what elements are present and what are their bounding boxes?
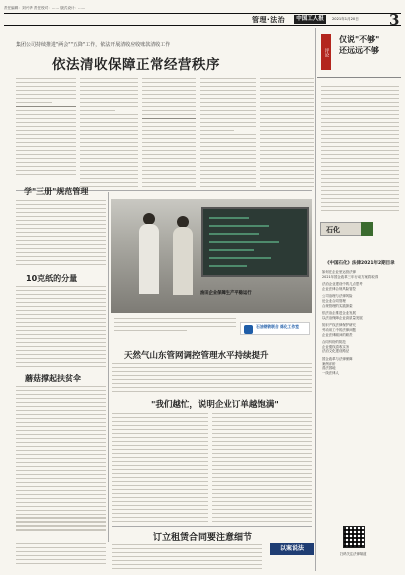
issue-date: 2021年1月20日 <box>332 17 359 21</box>
legal-list-heading: 《中国石化》法律2021年2期目录 <box>325 261 395 266</box>
opinion-title <box>339 34 379 56</box>
middle-story-2-body-right <box>212 413 312 525</box>
logo-mark-icon <box>244 325 253 334</box>
list-item: 国企改革与法律保障 <box>322 356 353 361</box>
list-item: 法治企业建设中的几点思考 <box>322 282 363 287</box>
control-screen <box>201 207 309 277</box>
opinion-title-line-2: 还远远不够 <box>339 45 379 55</box>
list-item: 知识产权法律保护研究 <box>322 323 356 328</box>
left-story-3-headline: 蘑菇撑起扶贫伞 <box>25 374 81 383</box>
opinion-tag: 评论 <box>321 34 331 70</box>
divider <box>112 526 312 527</box>
list-item: 合规管理的实践探索 <box>322 303 353 308</box>
list-item: 如何在企业里运营法律 <box>322 270 356 274</box>
lead-kicker: 集团公司持续推进"两会""五降"工作，依法开展清收应收账款清收工作 <box>16 42 171 48</box>
section-title: 管理·法治 <box>252 16 286 24</box>
list-item: 2021年国企改革三年行动方案将取得 <box>322 274 379 279</box>
section-header <box>4 11 401 29</box>
middle-story-3-headline: 订立租赁合同要注意细节 <box>153 533 253 543</box>
middle-story-1-headline: 天然气山东管网调控管理水平持续提升 <box>124 351 269 361</box>
list-item: 公司治理与法律风险 <box>322 294 353 299</box>
column-rule <box>108 192 109 542</box>
stone-banner-title: 石化 <box>326 226 340 234</box>
page-number: 3 <box>389 11 400 29</box>
list-item: 论企业合同管理 <box>322 298 346 303</box>
column-rule <box>315 28 316 571</box>
left-story-2-headline: 10克纸的分量 <box>26 274 78 283</box>
qr-label: 扫码关注法律频道 <box>340 552 367 556</box>
list-item: 法治文化建设路径 <box>322 349 350 354</box>
list-item: 普法园地 <box>322 366 336 371</box>
legal-list <box>322 270 398 375</box>
list-item: 合同纠纷的防范 <box>322 340 346 345</box>
left-story-2-body <box>16 286 106 368</box>
editor-credits: 责任编辑：刘兴华 责任校对：…… 版式设计：…… <box>4 5 86 10</box>
lead-column-2 <box>80 78 138 188</box>
sponsor-text: 石油钢铁联合 炼化工作室 <box>256 324 300 329</box>
lead-headline: 依法清收保障正常经营秩序 <box>52 57 220 73</box>
opinion-body <box>321 86 399 216</box>
stone-banner-badge <box>361 222 373 236</box>
opinion-title-line-1: 仅说"不够" <box>339 34 380 44</box>
masthead-line <box>4 4 401 12</box>
middle-story-2-body-left <box>112 413 208 525</box>
opinion-box <box>317 28 401 78</box>
list-item: 劳动用工中的法律问题 <box>322 327 356 332</box>
left-story-1-body <box>16 200 106 266</box>
left-story-1-headline: 学"三册"规范管理 <box>24 187 89 196</box>
case-law-badge: 以案说法 <box>270 543 314 555</box>
left-story-3-body <box>16 386 106 536</box>
middle-story-2-headline: "我们越忙，说明企业订单越饱满" <box>151 400 279 410</box>
lead-column-5 <box>260 78 314 188</box>
photo-caption-title: 油田企业保障生产平稳运行 <box>200 291 252 296</box>
list-item: 企业法律顾问的职责 <box>322 332 353 337</box>
middle-story-1-body <box>112 363 312 393</box>
bottom-left-caption <box>16 543 106 569</box>
list-item: 企业债权清收实务 <box>322 344 350 349</box>
list-item: 以法治保障企业高质量发展 <box>322 315 363 320</box>
sponsor-logo <box>240 322 310 335</box>
list-item: 企业法律合规风险管控 <box>322 286 356 291</box>
list-item: 案例评析 <box>322 361 336 366</box>
photo-caption-body <box>114 318 236 336</box>
lead-column-1 <box>16 78 76 176</box>
lead-column-3 <box>142 78 196 188</box>
list-item: 一线法律人 <box>322 370 339 375</box>
list-item: 依法治企推进企业发展 <box>322 311 356 316</box>
paper-logo: 中国工人报 <box>294 15 326 24</box>
lead-column-4 <box>200 78 256 188</box>
qr-code[interactable] <box>343 526 365 548</box>
middle-story-3-body <box>112 544 262 570</box>
